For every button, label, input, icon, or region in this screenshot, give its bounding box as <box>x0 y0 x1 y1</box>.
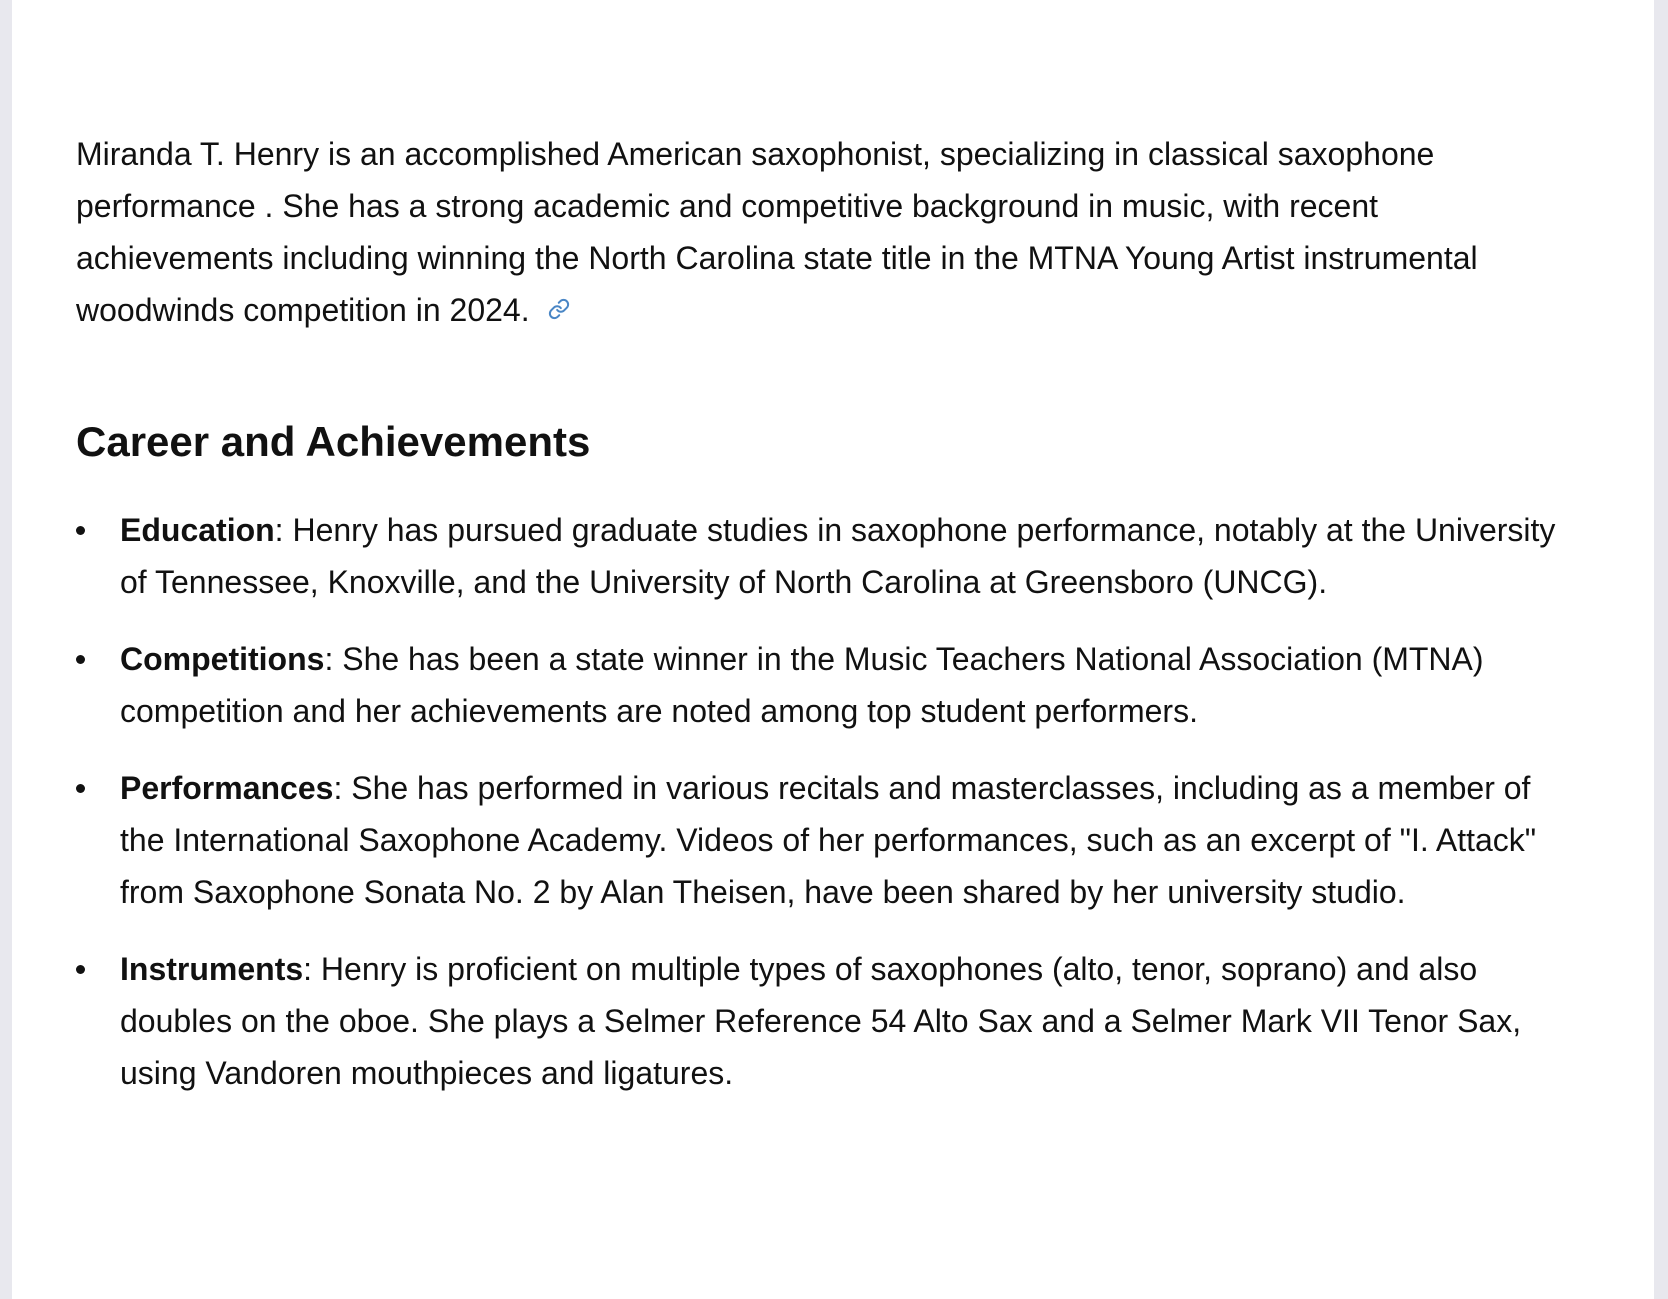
intro-paragraph <box>76 128 1582 336</box>
item-text: : She has performed in various recitals and masterclasses, including as a member of the International Saxophone Academy. Videos of her performances, such as an excerpt of "I. Attack" from Saxophone Sonata No. 2 by Alan Theisen, have been shared by her university studio. <box>120 770 1537 910</box>
item-term: Instruments <box>120 951 304 987</box>
document-page <box>12 0 1654 1299</box>
list-item-instruments <box>76 943 1582 1099</box>
bullet-icon <box>76 784 85 793</box>
link-icon[interactable] <box>548 283 570 335</box>
achievements-list <box>76 504 1582 1099</box>
list-item-education <box>76 504 1582 608</box>
bullet-icon <box>76 526 85 535</box>
item-text: : Henry is proficient on multiple types of saxophones (alto, tenor, soprano) and also doubles on the oboe. She plays a Selmer Reference 54 Alto Sax and a Selmer Mark VII Tenor Sax, using Vandoren mouthpieces and ligatures. <box>120 951 1522 1091</box>
item-term: Education <box>120 512 275 548</box>
section-heading: Career and Achievements <box>76 418 591 465</box>
list-item-competitions <box>76 633 1582 737</box>
item-term: Competitions <box>120 641 325 677</box>
intro-text: Miranda T. Henry is an accomplished American saxophonist, specializing in classical saxophone performance . She has a strong academic and competitive background in music, with recent achievements including winning the North Carolina state title in the MTNA Young Artist instrumental woodwinds competition in 2024. <box>76 136 1478 328</box>
item-term: Performances <box>120 770 334 806</box>
bullet-icon <box>76 965 85 974</box>
list-item-performances <box>76 762 1582 918</box>
item-text: : Henry has pursued graduate studies in saxophone performance, notably at the University of Tennessee, Knoxville, and the University of North Carolina at Greensboro (UNCG). <box>120 512 1556 600</box>
item-text: : She has been a state winner in the Music Teachers National Association (MTNA) competition and her achievements are noted among top student performers. <box>120 641 1484 729</box>
bullet-icon <box>76 655 85 664</box>
